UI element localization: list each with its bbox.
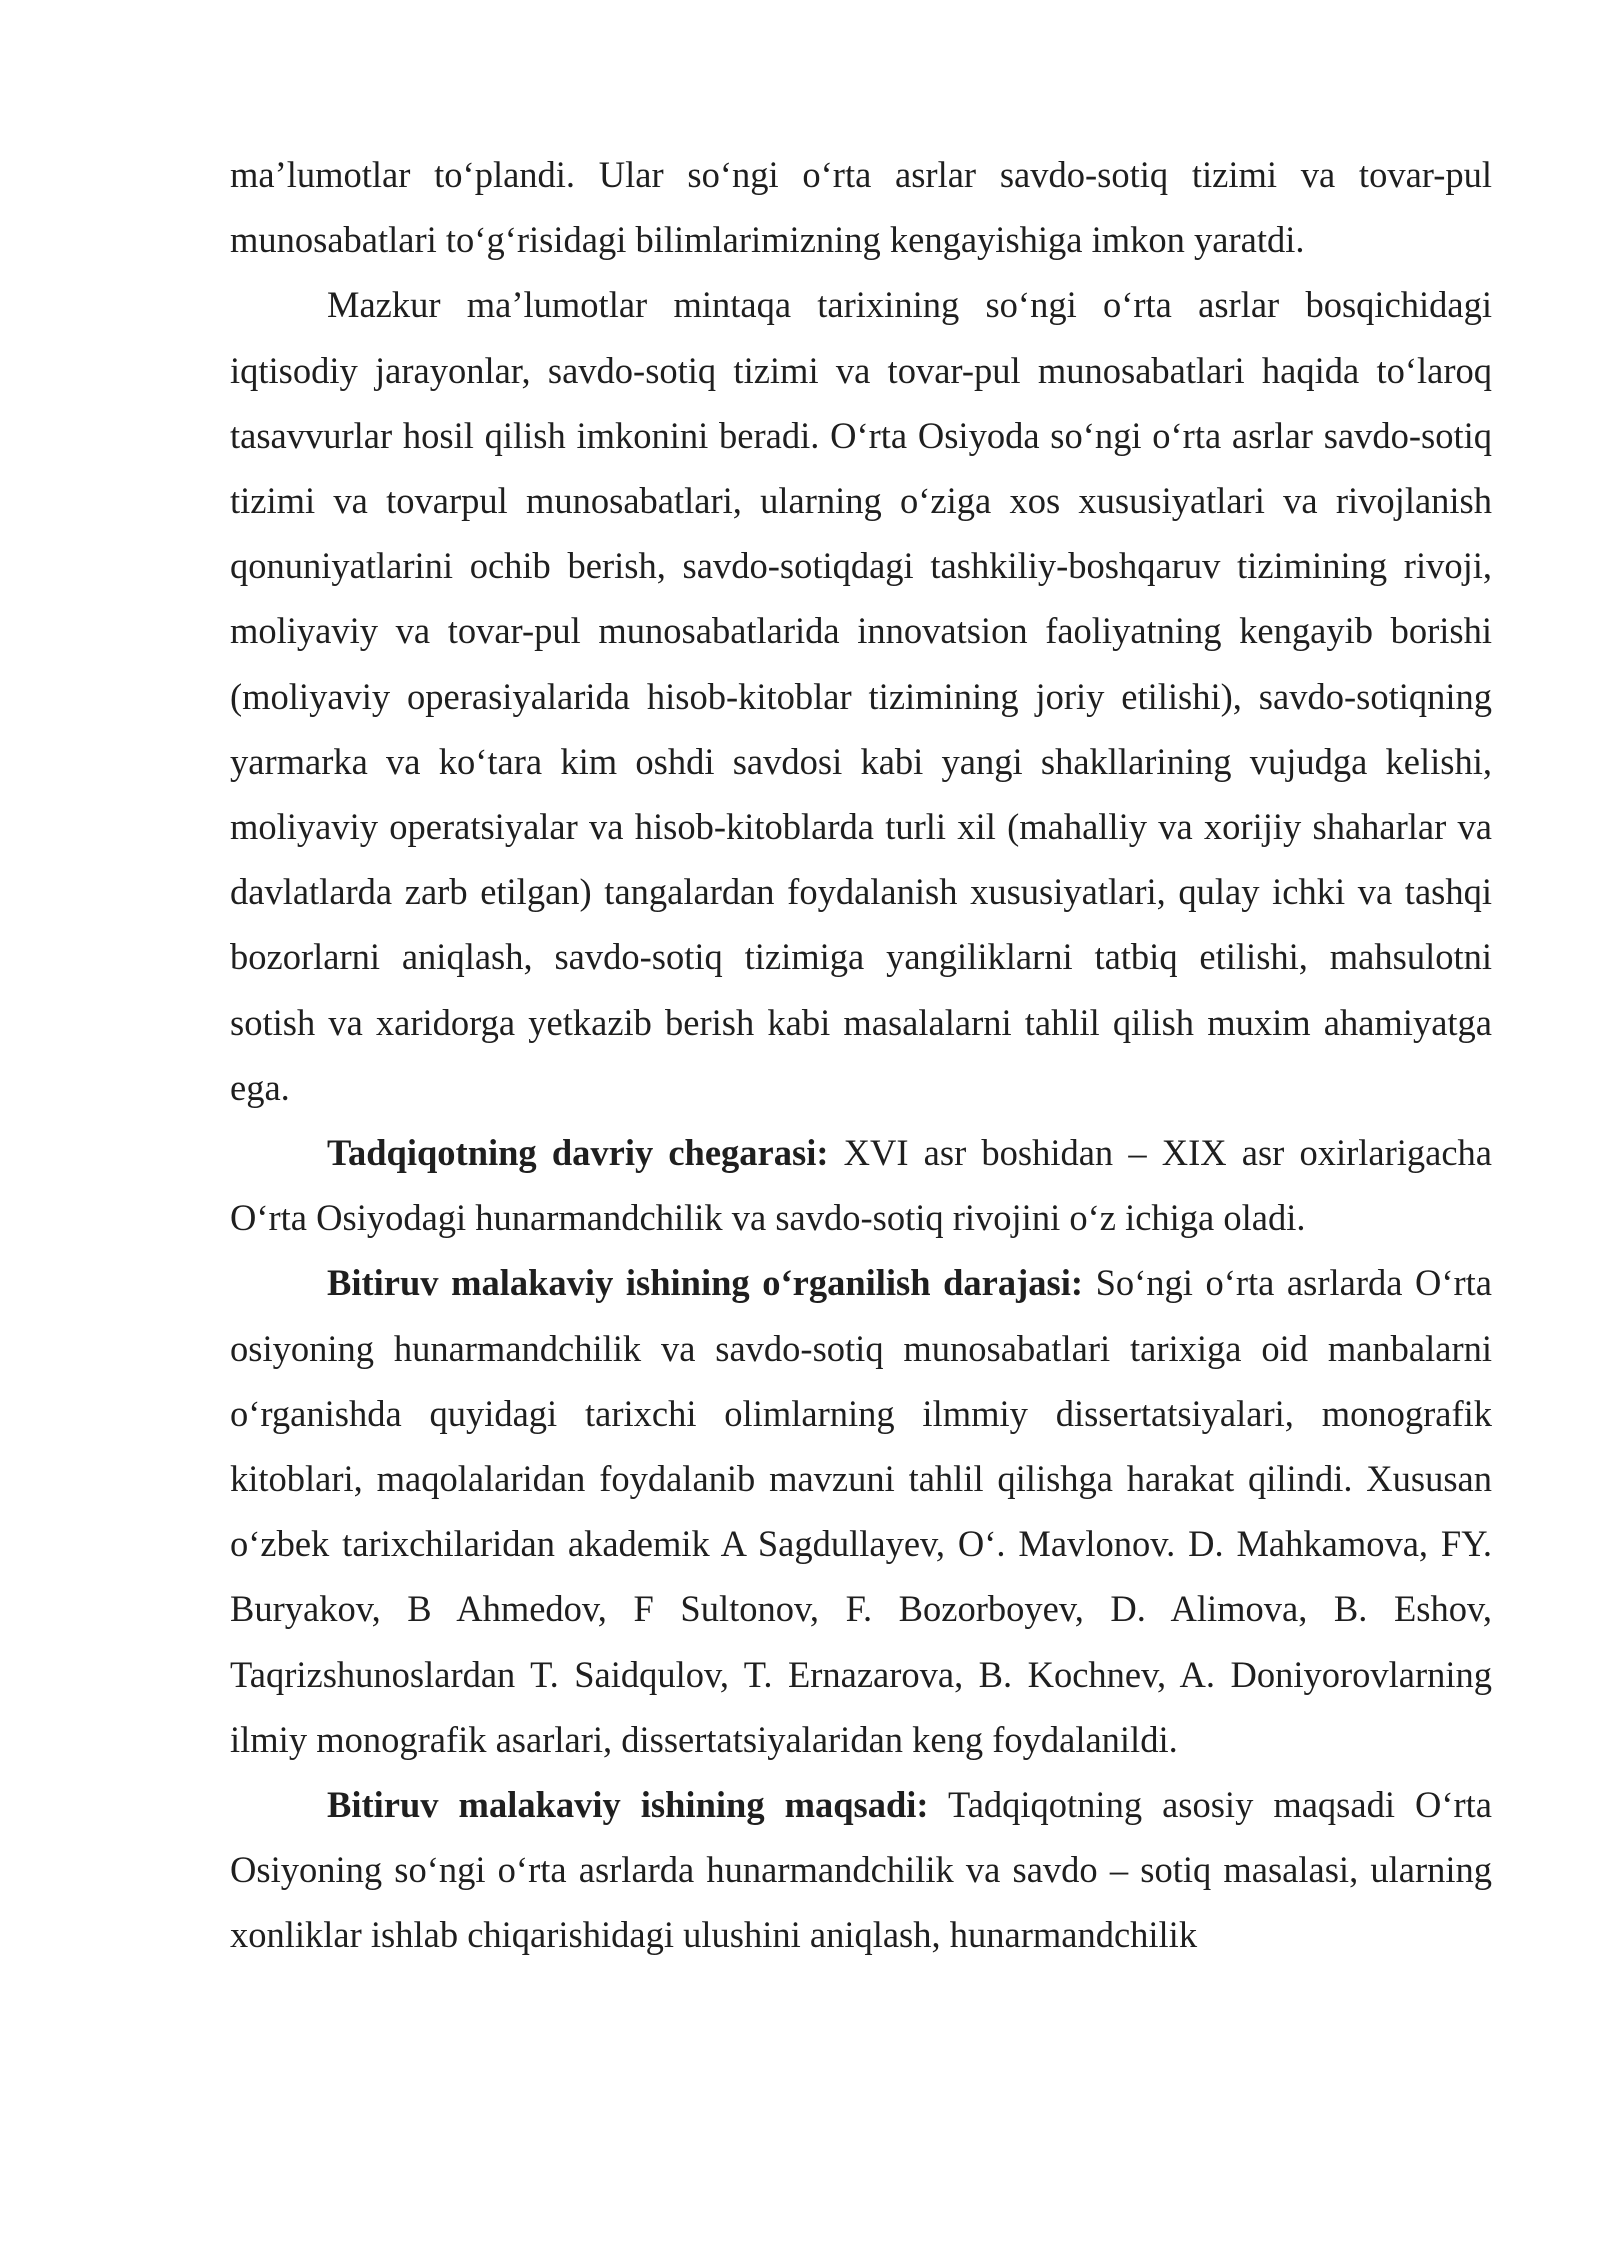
paragraph-heading: Bitiruv malakaviy ishining maqsadi: xyxy=(327,1784,929,1826)
paragraph-continuation xyxy=(230,142,1492,272)
paragraph-text: XVI asr boshidan – XIX asr oxirlarigacha O‘rta Osiyodagi hunarmandchilik va savdo-sotiq rivojini o‘z ichiga oladi. xyxy=(230,1132,1492,1239)
paragraph-text: ma’lumotlar to‘plandi. Ular so‘ngi o‘rta asrlar savdo-sotiq tizimi va tovar-pul munosabatlari to‘g‘risidagi bilimlarimizning kengayishiga imkon yaratdi. xyxy=(230,154,1492,261)
paragraph-chronological-scope xyxy=(230,1120,1492,1250)
paragraph-research-goal xyxy=(230,1772,1492,1968)
paragraph-research-level xyxy=(230,1250,1492,1772)
paragraph-text: Mazkur ma’lumotlar mintaqa tarixining so‘ngi o‘rta asrlar bosqichidagi iqtisodiy jarayonlar, savdo-sotiq tizimi va tovar-pul munosabatlari haqida to‘laroq tasavvurlar hosil qilish imkonini beradi. O‘rta Osiyoda so‘ngi o‘rta asrlar savdo-sotiq tizimi va tovarpul munosabatlari, ularning o‘ziga xos xususiyatlari va rivojlanish qonuniyatlarini ochib berish, savdo-sotiqdagi tashkiliy-boshqaruv tizimining rivoji, moliyaviy va tovar-pul munosabatlarida innovatsion faoliyatning kengayib borishi (moliyaviy operasiyalarida hisob-kitoblar tizimining joriy etilishi), savdo-sotiqning yarmarka va ko‘tara kim oshdi savdosi kabi yangi shakllarining vujudga kelishi, moliyaviy operatsiyalar va hisob-kitoblarda turli xil (mahalliy va xorijiy shaharlar va davlatlarda zarb etilgan) tangalardan foydalanish xususiyatlari, qulay ichki va tashqi bozorlarni aniqlash, savdo-sotiq tizimiga yangiliklarni tatbiq etilishi, mahsulotni sotish va xaridorga yetkazib berish kabi masalalarni tahlil qilish muxim ahamiyatga ega. xyxy=(230,284,1492,1108)
paragraph-text: So‘ngi o‘rta asrlarda O‘rta osiyoning hunarmandchilik va savdo-sotiq munosabatlari tarixiga oid manbalarni o‘rganishda quyidagi tarixchi olimlarning ilmmiy dissertatsiyalari, monografik kitoblari, maqolalaridan foydalanib mavzuni tahlil qilishga harakat qilindi. Xususan o‘zbek tarixchilaridan akademik A Sagdullayev, O‘. Mavlonov. D. Mahkamova, FY. Buryakov, B Ahmedov, F Sultonov, F. Bozorboyev, D. Alimova, B. Eshov, Taqrizshunoslardan T. Saidqulov, T. Ernazarova, B. Kochnev, A. Doniyorovlarning ilmiy monografik asarlari, dissertatsiyalaridan keng foydalanildi. xyxy=(230,1262,1493,1760)
paragraph-heading: Bitiruv malakaviy ishining o‘rganilish darajasi: xyxy=(327,1262,1084,1304)
paragraph-text: Tadqiqotning asosiy maqsadi O‘rta Osiyoning so‘ngi o‘rta asrlarda hunarmandchilik va savdo – sotiq masalasi, ularning xonliklar ishlab chiqarishidagi ulushini aniqlash, hunarmandchilik xyxy=(230,1784,1492,1956)
paragraph-sources-overview xyxy=(230,272,1492,1120)
paragraph-heading: Tadqiqotning davriy chegarasi: xyxy=(327,1132,829,1174)
document-page xyxy=(230,142,1492,1968)
